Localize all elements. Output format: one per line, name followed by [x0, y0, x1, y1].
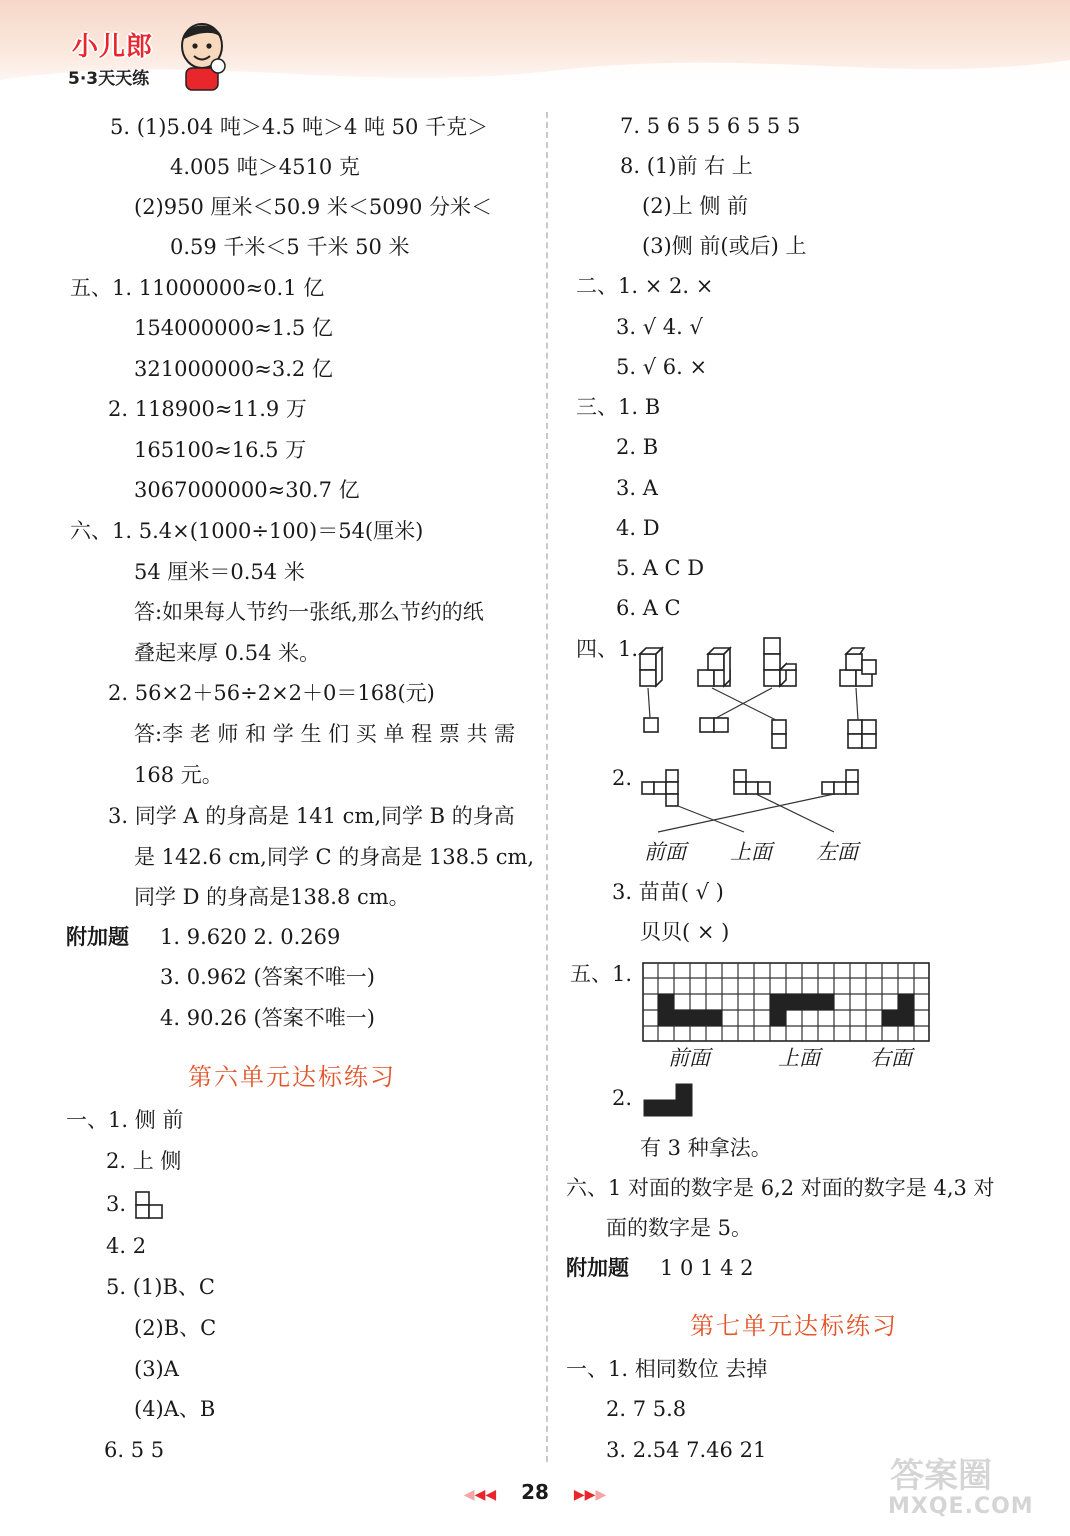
watermark-title: 答案圈: [890, 1456, 992, 1496]
left-line-3: (2)950 厘米＜50.9 米＜5090 分米＜: [134, 195, 493, 219]
left-line-18: 3. 同学 A 的身高是 141 cm,同学 B 的身高: [108, 804, 515, 828]
label-left-view: 左面: [816, 840, 858, 864]
right-line-19: 五、1.: [570, 962, 633, 986]
left-extra-answers-1: 1. 9.620 2. 0.269: [160, 925, 341, 949]
views-matching-diagram-2: [638, 766, 870, 836]
prev-arrow-light-icon: ◀: [463, 1487, 475, 1503]
cube-views-matching-diagram: [630, 636, 890, 752]
next-arrow-light-icon: ▶: [595, 1487, 607, 1503]
right-line-18: 贝贝( × ): [640, 920, 730, 944]
left-extra-answers-2: 3. 0.962 (答案不唯一): [160, 965, 375, 989]
left-line-10: 3067000000≈30.7 亿: [134, 478, 360, 502]
left-line-1: 5. (1)5.04 吨＞4.5 吨＞4 吨 50 千克＞: [110, 115, 489, 139]
left-line-14: 叠起来厚 0.54 米。: [134, 641, 321, 665]
right-line-1: 7. 5 6 5 5 6 5 5 5: [620, 114, 801, 138]
heading-unit-7: 第七单元达标练习: [690, 1312, 898, 1340]
left-line-20: 同学 D 的身高是138.8 cm。: [134, 885, 410, 909]
view-figure-c: [822, 770, 858, 794]
right-line-5: 二、1. × 2. ×: [576, 274, 714, 298]
label-front-view-1: 前面: [644, 840, 686, 864]
label-top-view-1: 上面: [730, 840, 772, 864]
right-line-2: 8. (1)前 右 上: [620, 154, 753, 178]
left-line-4: 0.59 千米＜5 千米 50 米: [170, 235, 410, 259]
watermark-url: MXQE.COM: [888, 1494, 1034, 1519]
right-line-9: 2. B: [616, 435, 659, 459]
right-line-28: 3. 2.54 7.46 21: [606, 1438, 767, 1462]
left-line-5: 五、1. 11000000≈0.1 亿: [70, 276, 325, 300]
left-line-26: 3.: [106, 1192, 127, 1216]
cube-figure-2: [698, 648, 730, 686]
left-line-2: 4.005 吨＞4510 克: [170, 155, 360, 179]
left-line-30: (3)A: [134, 1357, 179, 1381]
answer-3-squares-diagram: [134, 1190, 168, 1220]
heading-unit-6: 第六单元达标练习: [188, 1063, 396, 1091]
match-line-6: [756, 794, 834, 832]
right-line-3: (2)上 侧 前: [642, 194, 749, 218]
right-line-22: 有 3 种拿法。: [640, 1136, 772, 1160]
right-line-21: 2.: [612, 1086, 633, 1110]
cube-figure-4: [840, 648, 876, 686]
cube-figure-1: [640, 648, 662, 686]
brand-name: 小儿郎: [72, 32, 154, 62]
right-line-12: 5. A C D: [616, 556, 705, 580]
left-line-32: 6. 5 5: [104, 1438, 165, 1462]
brand-logo: [66, 16, 236, 92]
left-line-7: 321000000≈3.2 亿: [134, 357, 333, 381]
right-line-15: 2.: [612, 766, 633, 790]
match-line-7: [658, 794, 834, 832]
view-shape-3: [772, 720, 786, 748]
left-extra-label: 附加题: [66, 925, 129, 949]
right-line-24: 面的数字是 5。: [606, 1216, 753, 1240]
removed-cubes-shape: [642, 1082, 694, 1118]
next-arrow-icon: ▶▶: [573, 1487, 596, 1503]
left-line-11: 六、1. 5.4×(1000÷100)＝54(厘米): [70, 519, 424, 543]
watermark: [880, 1448, 1060, 1528]
right-line-17: 3. 苗苗( √ ): [612, 880, 724, 904]
prev-arrow-icon: ◀◀: [474, 1487, 497, 1503]
right-line-8: 三、1. B: [576, 395, 661, 419]
cube-figure-3: [764, 638, 796, 686]
label-top-view-2: 上面: [778, 1046, 820, 1070]
left-line-24: 一、1. 侧 前: [66, 1108, 184, 1132]
match-line-5: [678, 806, 744, 832]
right-line-7: 5. √ 6. ×: [616, 355, 708, 379]
column-divider: [546, 112, 548, 1462]
view-shape-4: [848, 720, 876, 748]
left-line-19: 是 142.6 cm,同学 C 的身高是 138.5 cm,: [134, 845, 535, 869]
view-shape-1: [644, 718, 658, 732]
series-name: 5·3天天练: [68, 69, 150, 89]
right-line-13: 6. A C: [616, 596, 681, 620]
left-line-15: 2. 56×2＋56÷2×2＋0＝168(元): [108, 681, 435, 705]
right-extra-answers: 1 0 1 4 2: [660, 1256, 754, 1280]
left-line-27: 4. 2: [106, 1234, 147, 1258]
right-line-14: 四、1.: [576, 637, 639, 661]
left-line-17: 168 元。: [134, 763, 223, 787]
right-line-26: 一、1. 相同数位 去掉: [566, 1357, 768, 1381]
left-line-31: (4)A、B: [134, 1397, 216, 1421]
left-line-12: 54 厘米＝0.54 米: [134, 560, 305, 584]
left-line-29: (2)B、C: [134, 1316, 217, 1340]
right-line-4: (3)侧 前(或后) 上: [642, 234, 807, 258]
left-line-25: 2. 上 侧: [106, 1149, 182, 1173]
mascot-boy-icon: [174, 16, 232, 92]
left-line-9: 165100≈16.5 万: [134, 438, 307, 462]
left-line-16: 答:李 老 师 和 学 生 们 买 单 程 票 共 需: [134, 722, 516, 746]
match-line-4: [856, 688, 858, 720]
left-extra-answers-3: 4. 90.26 (答案不唯一): [160, 1006, 375, 1030]
left-line-13: 答:如果每人节约一张纸,那么节约的纸: [134, 600, 484, 624]
view-figure-a: [642, 770, 678, 806]
grid-views-diagram: [642, 962, 930, 1042]
view-shape-2: [700, 718, 728, 732]
right-line-23: 六、1 对面的数字是 6,2 对面的数字是 4,3 对: [566, 1176, 995, 1200]
right-line-10: 3. A: [616, 476, 658, 500]
match-line-3: [648, 688, 650, 718]
right-line-27: 2. 7 5.8: [606, 1397, 687, 1421]
label-right-view: 右面: [870, 1046, 912, 1070]
right-line-11: 4. D: [616, 516, 660, 540]
right-line-6: 3. √ 4. √: [616, 315, 703, 339]
left-line-28: 5. (1)B、C: [106, 1275, 215, 1299]
left-line-6: 154000000≈1.5 亿: [134, 316, 333, 340]
left-line-8: 2. 118900≈11.9 万: [108, 397, 307, 421]
view-figure-b: [734, 770, 770, 794]
page-number: 28: [521, 1480, 549, 1504]
right-extra-label: 附加题: [566, 1256, 629, 1280]
label-front-view-2: 前面: [668, 1046, 710, 1070]
